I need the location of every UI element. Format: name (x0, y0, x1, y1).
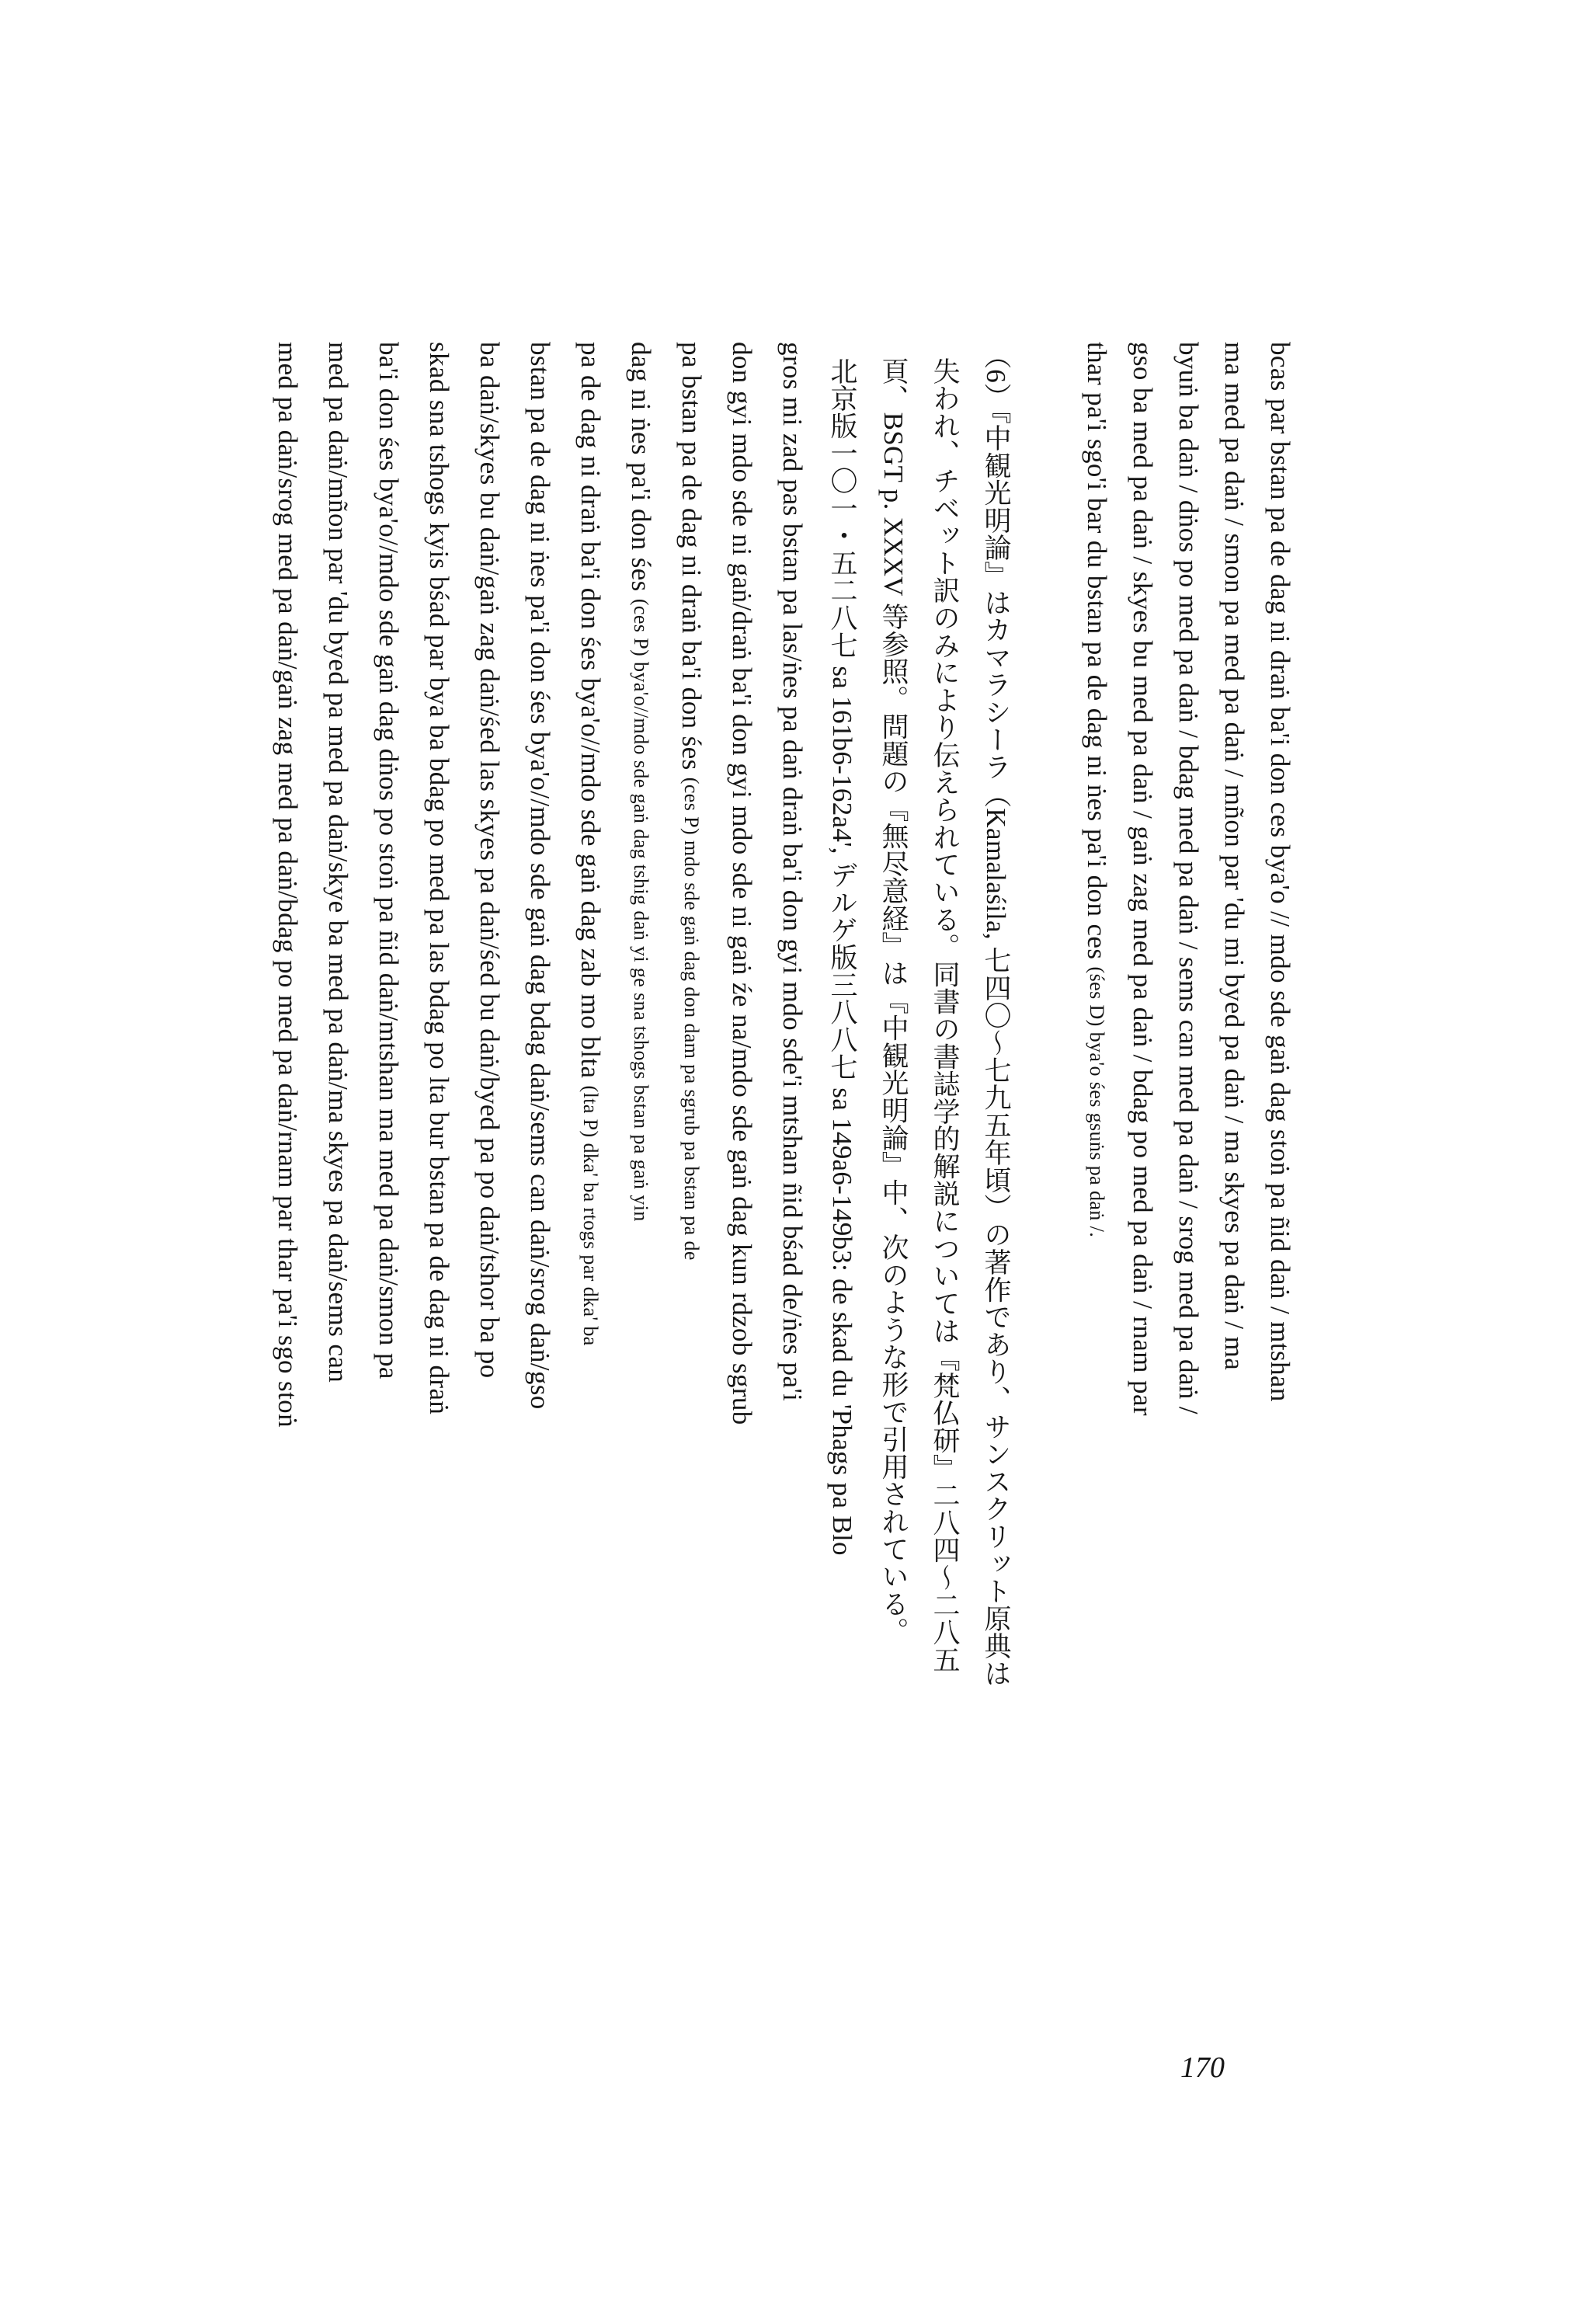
page-number: 170 (1180, 2051, 1225, 2084)
footnote-text: 『中観光明論』はカマラシーラ（Kamalaśila, 七四〇～七九五年頃）の著作であり、サンスクリット原典は (981, 410, 1011, 1688)
text-segment: pa bstan pa de dag ni draṅ ba'i don śes (676, 342, 707, 771)
text-column (1073, 342, 1120, 2051)
text-column: byuṅ ba daṅ / dṅos po med pa daṅ / bdag med pa daṅ / sems can med pa daṅ / srog med pa daṅ / (1173, 342, 1204, 1415)
text-segment: thar pa'i sgo'i bar du bstan pa de dag ni ṅes pa'i don ces (1082, 342, 1112, 960)
text-segment: pa de dag ni draṅ ba'i don śes bya'o//mdo sde gaṅ dag zab mo blta (575, 342, 606, 1079)
text-column (617, 342, 664, 2051)
text-column: don gyi mdo sde ni gaṅ/draṅ ba'i don gyi mdo sde ni gaṅ źe na/mdo sde gaṅ dag kun rdzob sgrub (727, 342, 757, 1425)
text-column: med pa daṅ/mñon par 'du byed pa med pa daṅ/skye ba med pa daṅ/ma skyes pa daṅ/sems can (323, 342, 353, 1383)
variant-note: (ces P) bya'o//mdo sde gaṅ dag tshig daṅ yi ge sna tshogs bstan pa gaṅ yin (630, 598, 652, 1222)
footnote-line (972, 342, 1019, 2035)
text-column: ma med pa daṅ / smon pa med pa daṅ / mñon par 'du mi byed pa daṅ / ma skyes pa daṅ / ma (1219, 342, 1250, 1371)
text-column: med pa daṅ/srog med pa daṅ/gaṅ zag med pa daṅ/bdag po med pa daṅ/rnam par thar pa'i sgo stoṅ (273, 342, 303, 1428)
variant-note: (lta P) dka' ba rtogs par dka' ba (579, 1085, 602, 1346)
text-column: skad sna tshogs kyis bśad par bya ba bdag po med pa las bdag po lta bur bstan pa de dag ni draṅ (424, 342, 454, 1415)
footnote-line: 頁、BSGT p. XXXV 等参照。問題の『無尽意経』は『中観光明論』中、次のような形で引用されている。 (878, 357, 909, 1645)
text-column: gros mi zad pas bstan pa las/ṅes pa daṅ draṅ ba'i don gyi mdo sde'i mtshan ñid bśad de/ṅes pa'i (777, 342, 808, 1402)
text-segment: dag ni ṅes pa'i don śes (626, 342, 656, 592)
text-column: ba'i don śes bya'o//mdo sde gaṅ dag dṅos po stoṅ pa ñid daṅ/mtshan ma med pa daṅ/smon pa (374, 342, 404, 1379)
text-column (567, 342, 613, 2051)
text-column: bstan pa de dag ni ṅes pa'i don śes bya'o//mdo sde gaṅ dag bdag daṅ/sems can daṅ/srog daṅ/gso (525, 342, 555, 1410)
text-column: gso ba med pa daṅ / skyes bu med pa daṅ / gaṅ zag med pa daṅ / bdag po med pa daṅ / rnam par (1128, 342, 1158, 1416)
text-column: ba daṅ/skyes bu daṅ/gaṅ zag daṅ/śed las skyes pa daṅ/śed bu daṅ/byed pa po daṅ/tshor ba po (474, 342, 505, 1379)
footnote-line: 北京版一〇一・五二八七 sa 161b6-162a4', デルゲ版三八八七 sa 149a6-149b3: de skad du 'Phags pa Blo (827, 357, 857, 1556)
text-column: bcas par bstan pa de dag ni draṅ ba'i don ces bya'o // mdo sde gaṅ dag stoṅ pa ñid daṅ / mtshan (1265, 342, 1295, 1402)
footnote-marker: （6） (981, 342, 1011, 411)
footnote-line: 失われ、チベット訳のみにより伝えられている。同書の書誌学的解説については『梵仏研』二八四～二八五 (930, 357, 960, 1674)
text-column (668, 342, 714, 2051)
variant-note: (śes D) bya'o śes gsuṅs pa daṅ /. (1086, 966, 1108, 1238)
variant-note: (ces P) mdo sde gaṅ dag don dam pa sgrub pa bstan pa de (680, 777, 703, 1261)
